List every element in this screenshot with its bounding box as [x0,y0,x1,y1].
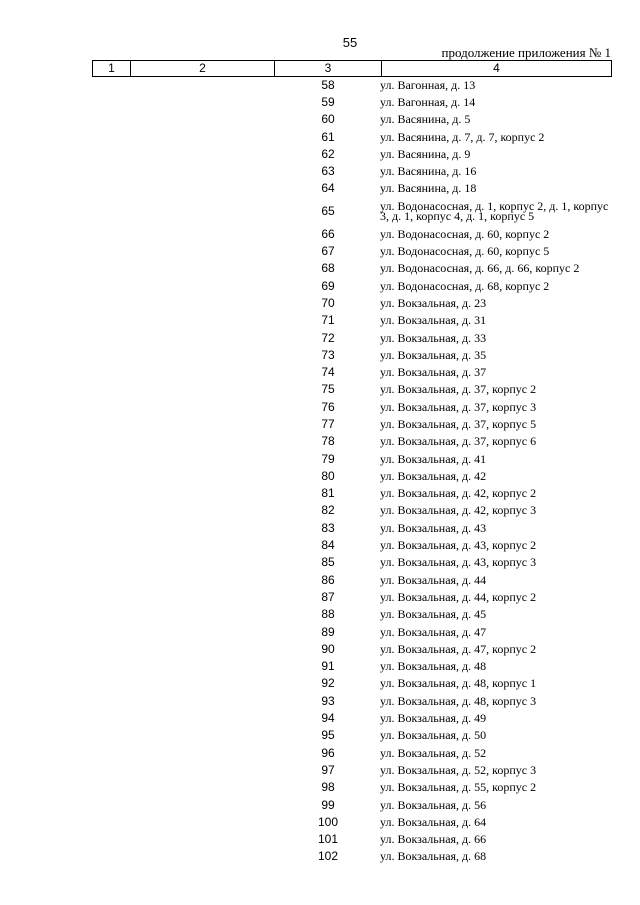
continuation-note: продолжение приложения № 1 [441,45,611,60]
table-row [300,848,620,865]
table-row [300,329,620,346]
row-address: ул. Вокзальная, д. 52, корпус 3 [380,762,537,777]
table-row [300,450,620,467]
table-row [300,675,620,692]
row-number: 88 [321,607,335,622]
row-number: 67 [321,244,335,259]
row-address: ул. Водонасосная, д. 60, корпус 5 [380,244,550,259]
row-number: 96 [321,745,335,760]
row-address: ул. Вокзальная, д. 44, корпус 2 [380,589,537,604]
row-number: 61 [321,129,335,144]
row-address: ул. Вокзальная, д. 47, корпус 2 [380,641,537,656]
table-row [300,128,620,145]
row-address: ул. Водонасосная, д. 66, д. 66, корпус 2 [380,261,580,276]
table-row [300,796,620,813]
row-number: 82 [321,503,335,518]
page-number: 55 [342,35,358,50]
table-row [300,813,620,830]
row-number: 83 [321,520,335,535]
row-address: ул. Вокзальная, д. 68 [380,849,487,864]
row-number: 92 [321,676,335,691]
row-address: ул. Вокзальная, д. 43 [380,520,487,535]
column-header-1: 1 [93,61,131,77]
table-row [300,744,620,761]
row-address: ул. Вокзальная, д. 50 [380,728,487,743]
row-address: ул. Вокзальная, д. 45 [380,607,487,622]
row-address: ул. Вокзальная, д. 55, корпус 2 [380,780,537,795]
table-row [300,588,620,605]
row-address: ул. Вокзальная, д. 42 [380,468,487,483]
row-number: 91 [321,659,335,674]
table-row [300,727,620,744]
address-list [300,76,620,865]
row-address: ул. Вокзальная, д. 41 [380,451,487,466]
row-address: ул. Вокзальная, д. 37, корпус 3 [380,399,537,414]
table-row [300,381,620,398]
row-address: ул. Вокзальная, д. 43, корпус 3 [380,555,537,570]
row-address: ул. Водонасосная, д. 60, корпус 2 [380,226,550,241]
row-number: 74 [321,365,335,380]
row-number: 80 [321,468,335,483]
row-address: ул. Вокзальная, д. 37, корпус 6 [380,434,537,449]
row-number: 72 [321,330,335,345]
table-row [300,640,620,657]
row-number: 99 [321,797,335,812]
table-row [300,111,620,128]
row-address: ул. Вокзальная, д. 37, корпус 5 [380,416,537,431]
row-number: 77 [321,416,335,431]
row-number: 102 [317,849,339,864]
row-number: 94 [321,711,335,726]
table-row [300,519,620,536]
row-number: 71 [321,313,335,328]
table-row [300,709,620,726]
table-row [300,502,620,519]
row-address: ул. Васянина, д. 9 [380,146,471,161]
table-row [300,294,620,311]
table-row [300,536,620,553]
table-row [300,225,620,242]
row-number: 78 [321,434,335,449]
row-number: 86 [321,572,335,587]
row-number: 95 [321,728,335,743]
row-address: ул. Вокзальная, д. 44 [380,572,487,587]
row-number: 85 [321,555,335,570]
row-address: ул. Вокзальная, д. 31 [380,313,487,328]
row-address: ул. Вокзальная, д. 48 [380,659,487,674]
table-row [300,180,620,197]
row-address: ул. Водонасосная, д. 68, корпус 2 [380,278,550,293]
column-header-table [92,60,612,77]
row-address: ул. Водонасосная, д. 1, корпус 2, д. 1, корпус 3, д. 1, корпус 4, д. 1, корпус 5 [380,199,609,224]
row-number: 79 [321,451,335,466]
row-address: ул. Вокзальная, д. 48, корпус 3 [380,693,537,708]
row-number: 59 [321,94,335,109]
row-address: ул. Васянина, д. 5 [380,112,471,127]
table-row [300,162,620,179]
row-address: ул. Вокзальная, д. 33 [380,330,487,345]
row-number: 75 [321,382,335,397]
row-number: 62 [321,146,335,161]
table-row [300,363,620,380]
row-address: ул. Вокзальная, д. 52 [380,745,487,760]
row-address: ул. Вокзальная, д. 47 [380,624,487,639]
row-address: ул. Вагонная, д. 13 [380,77,476,92]
row-address: ул. Вокзальная, д. 56 [380,797,487,812]
row-address: ул. Вокзальная, д. 43, корпус 2 [380,538,537,553]
row-address: ул. Васянина, д. 16 [380,164,477,179]
table-row [300,415,620,432]
row-number: 93 [321,693,335,708]
table-row [300,197,620,225]
row-number: 69 [321,278,335,293]
row-address: ул. Вокзальная, д. 49 [380,711,487,726]
row-number: 70 [321,295,335,310]
table-row [300,761,620,778]
table-row [300,312,620,329]
table-row [300,277,620,294]
row-number: 64 [321,181,335,196]
table-row [300,76,620,93]
table-row [300,623,620,640]
table-row [300,779,620,796]
row-number: 97 [321,762,335,777]
row-number: 58 [321,77,335,92]
table-row [300,145,620,162]
row-number: 87 [321,589,335,604]
row-number: 63 [321,164,335,179]
table-row [300,658,620,675]
row-address: ул. Вокзальная, д. 66 [380,832,487,847]
table-row [300,398,620,415]
row-number: 60 [321,112,335,127]
row-number: 66 [321,226,335,241]
row-address: ул. Вокзальная, д. 37, корпус 2 [380,382,537,397]
column-header-2: 2 [131,61,275,77]
column-header-3: 3 [275,61,382,77]
row-number: 73 [321,347,335,362]
row-number: 90 [321,641,335,656]
table-row [300,242,620,259]
table-row [300,93,620,110]
column-header-row [93,61,612,77]
row-number: 100 [317,814,339,829]
column-header-4: 4 [382,61,612,77]
table-row [300,485,620,502]
row-address: ул. Вокзальная, д. 37 [380,365,487,380]
row-number: 68 [321,261,335,276]
row-address: ул. Вокзальная, д. 42, корпус 3 [380,503,537,518]
row-number: 76 [321,399,335,414]
table-row [300,554,620,571]
row-address: ул. Вокзальная, д. 35 [380,347,487,362]
row-number: 89 [321,624,335,639]
row-number: 81 [321,486,335,501]
row-address: ул. Вокзальная, д. 23 [380,295,487,310]
table-row [300,606,620,623]
table-row [300,692,620,709]
row-address: ул. Васянина, д. 18 [380,181,477,196]
table-row [300,260,620,277]
row-address: ул. Вокзальная, д. 64 [380,814,487,829]
table-row [300,467,620,484]
table-row [300,571,620,588]
row-number: 98 [321,780,335,795]
row-address: ул. Васянина, д. 7, д. 7, корпус 2 [380,129,545,144]
row-number: 84 [321,538,335,553]
row-address: ул. Вагонная, д. 14 [380,94,476,109]
table-row [300,433,620,450]
row-address: ул. Вокзальная, д. 42, корпус 2 [380,486,537,501]
row-number: 65 [321,204,335,219]
row-number: 101 [317,832,339,847]
table-row [300,346,620,363]
row-address: ул. Вокзальная, д. 48, корпус 1 [380,676,537,691]
table-row [300,830,620,847]
